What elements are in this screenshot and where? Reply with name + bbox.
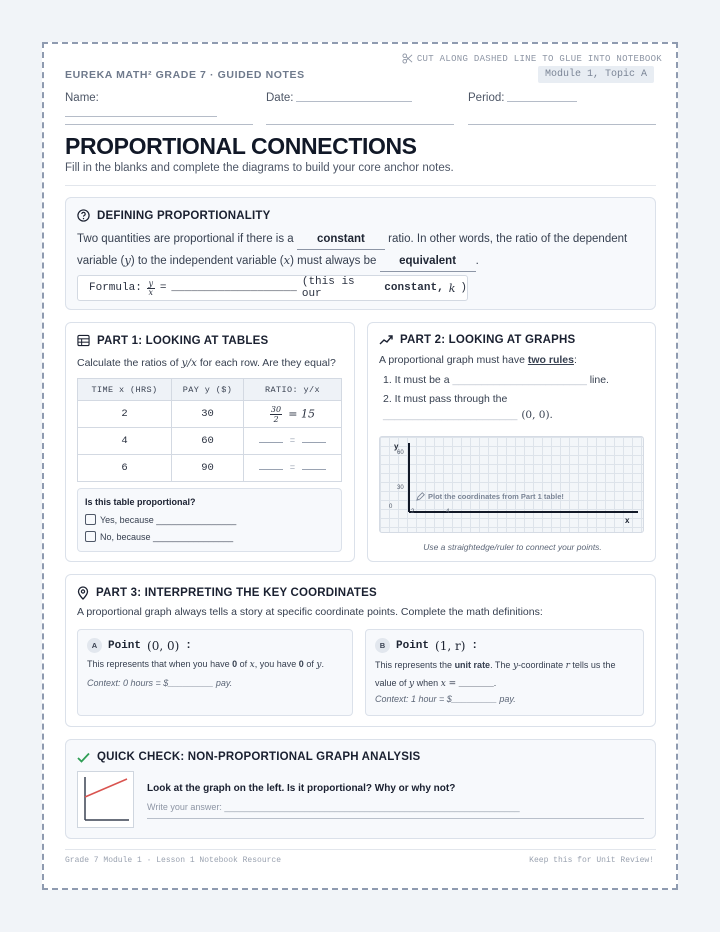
- rule-2-blank[interactable]: _______________________: [383, 409, 518, 421]
- pencil-icon: [416, 492, 425, 501]
- option-yes-label: Yes, because ________________: [100, 514, 237, 525]
- part3-card: [65, 574, 656, 727]
- table-header-row: [78, 379, 342, 401]
- point-a-card: [77, 629, 353, 716]
- answer-equivalent[interactable]: equivalent: [380, 251, 476, 272]
- badge-a: A: [87, 638, 102, 653]
- yes-checkbox[interactable]: [85, 514, 96, 525]
- option-no-label: No, because ________________: [100, 531, 234, 542]
- table-row: [78, 428, 342, 455]
- point-b-y2: y: [409, 679, 415, 689]
- rule-2-text: 2. It must pass through the: [383, 393, 508, 405]
- cut-instruction: [402, 53, 662, 64]
- point-b-card: [365, 629, 644, 716]
- mini-graph: [78, 772, 135, 829]
- part3-intro: A proportional graph always tells a story at specific coordinate points. Complete the math definitions:: [77, 606, 543, 618]
- ratio-equals: =: [289, 463, 296, 473]
- part2-intro-a: A proportional graph must have: [379, 354, 525, 366]
- point-b-coords: (1, r): [435, 638, 466, 653]
- point-b-y: y: [512, 661, 519, 671]
- ratio-denominator: 2: [273, 414, 279, 424]
- y-tick-30: 30: [397, 485, 404, 491]
- formula-label: Formula:: [89, 282, 142, 294]
- point-a-label: Point: [108, 639, 142, 652]
- point-a-y: y: [316, 660, 322, 670]
- rule-1-end: line.: [589, 374, 609, 386]
- graph-hint-text: Plot the coordinates from Part 1 table!: [428, 492, 564, 501]
- part2-heading-text: PART 2: LOOKING AT GRAPHS: [400, 334, 576, 346]
- period-label: Period:: [468, 92, 505, 104]
- formula-k: k: [448, 281, 456, 295]
- point-a-context[interactable]: Context: 0 hours = $_________ pay.: [87, 678, 233, 688]
- point-b-blank[interactable]: _______: [458, 678, 494, 688]
- col-pay: PAY y ($): [172, 379, 244, 401]
- rule-2-point: (0, 0).: [521, 409, 553, 421]
- question-circle-icon: [77, 209, 90, 222]
- formula-note: (this is our: [301, 276, 355, 300]
- badge-b: B: [375, 638, 390, 653]
- part2-intro-bold: two rules: [527, 354, 574, 366]
- defining-text-1: Two quantities are proportional if there is a: [77, 233, 294, 245]
- formula-note-end: ): [460, 282, 467, 294]
- checkmark-icon: [77, 752, 90, 763]
- coordinate-graph[interactable]: [379, 436, 644, 533]
- quick-check-heading: [77, 751, 420, 763]
- point-a-x: x: [249, 660, 255, 670]
- cell-time: 6: [78, 455, 172, 482]
- point-a-title: [87, 638, 192, 653]
- point-b-desc-a: This represents the: [375, 660, 453, 670]
- formula-denominator: x: [148, 287, 154, 297]
- point-a-zero-1: 0: [232, 659, 238, 669]
- ratio-blank[interactable]: [302, 442, 326, 443]
- header-rule-1: [65, 124, 253, 125]
- ratio-blank[interactable]: [302, 469, 326, 470]
- table-row: [78, 455, 342, 482]
- point-a-description: [87, 659, 324, 670]
- part2-intro-b: :: [573, 354, 577, 366]
- x-axis-label: x: [625, 516, 630, 525]
- part1-card: [65, 322, 355, 562]
- point-b-unit-rate: unit rate: [454, 660, 491, 670]
- header-rule-2: [266, 124, 454, 125]
- graph-caption: Use a straightedge/ruler to connect your points.: [423, 542, 602, 552]
- quick-check-question: Look at the graph on the left. Is it proportional? Why or why not?: [147, 783, 456, 794]
- option-no[interactable]: [85, 531, 233, 542]
- page-title: PROPORTIONAL CONNECTIONS: [65, 133, 417, 159]
- footer-left: Grade 7 Module 1 · Lesson 1 Notebook Resource: [65, 856, 282, 865]
- scissors-icon: [402, 53, 413, 64]
- var-x: x: [283, 253, 291, 267]
- rule-1-text: 1. It must be a: [383, 374, 450, 386]
- point-a-zero-2: 0: [298, 659, 304, 669]
- non-proportional-graph: [77, 771, 134, 828]
- period-field[interactable]: [507, 101, 577, 102]
- cell-pay: 30: [172, 401, 244, 428]
- y-tick-0: 0: [389, 504, 393, 510]
- part1-heading-text: PART 1: LOOKING AT TABLES: [97, 334, 269, 347]
- point-b-desc-f: when: [416, 678, 439, 688]
- col-time: TIME x (HRS): [78, 379, 172, 401]
- part1-instruction-math: y/x: [181, 357, 197, 369]
- point-b-title: [375, 638, 478, 653]
- x-tick-2: 2: [411, 509, 415, 515]
- name-label: Name:: [65, 92, 99, 104]
- table-icon: [77, 334, 90, 347]
- defining-text-3b: ) to the independent variable (: [130, 255, 284, 267]
- point-b-context[interactable]: Context: 1 hour = $_________ pay.: [375, 694, 516, 704]
- cell-time: 4: [78, 428, 172, 455]
- module-badge: Module 1, Topic A: [538, 66, 654, 83]
- defining-heading-text: DEFINING PROPORTIONALITY: [97, 209, 271, 222]
- cell-ratio[interactable]: [244, 428, 342, 455]
- ratio-blank[interactable]: [259, 442, 283, 443]
- formula-box: [77, 275, 468, 301]
- part3-heading-text: PART 3: INTERPRETING THE KEY COORDINATES: [96, 587, 377, 599]
- ratio-blank[interactable]: [259, 469, 283, 470]
- header-rule-3: [468, 124, 656, 125]
- ratio-numerator: 30: [270, 404, 282, 414]
- ratio-equals: =: [289, 436, 296, 446]
- ratio-result: = 15: [288, 406, 316, 420]
- mini-red-line: [85, 779, 127, 797]
- point-a-coords: (0, 0): [147, 638, 180, 653]
- formula-numerator: y: [148, 278, 154, 288]
- ratio-table: [77, 378, 342, 482]
- point-b-desc-c: -coordinate: [518, 660, 564, 670]
- point-b-desc-g: .: [493, 678, 497, 688]
- cell-ratio[interactable]: [244, 455, 342, 482]
- proportional-question-box: [77, 488, 342, 552]
- page-subtitle: Fill in the blanks and complete the diagrams to build your core anchor notes.: [65, 162, 454, 174]
- answer-constant[interactable]: constant: [297, 229, 385, 250]
- answer-line[interactable]: [147, 818, 644, 819]
- quick-check-card: [65, 739, 656, 839]
- graph-axes: [380, 437, 645, 534]
- point-a-desc-c: , you have: [254, 659, 297, 669]
- point-b-desc-d: tells us the: [572, 660, 616, 670]
- y-tick-60: 60: [397, 450, 404, 456]
- point-b-desc-e: value of: [375, 678, 407, 688]
- point-b-x: x =: [440, 679, 457, 689]
- defining-card: [65, 197, 656, 310]
- title-divider: [65, 185, 656, 186]
- ratio-fraction: [270, 405, 282, 424]
- trending-up-icon: [379, 334, 393, 346]
- formula-note-bold: constant,: [384, 282, 444, 294]
- part2-heading: [379, 334, 575, 346]
- defining-text-3a: variable (: [77, 255, 125, 267]
- x-tick-4: 4: [446, 509, 450, 515]
- point-a-desc-a: This represents that when you have: [87, 659, 230, 669]
- point-a-colon: :: [185, 639, 192, 652]
- quick-check-answer[interactable]: Write your answer: ___________________________________________________________: [147, 802, 520, 812]
- part1-instruction: [77, 357, 336, 369]
- cell-time: 2: [78, 401, 172, 428]
- defining-text-3c: ) must always be: [290, 255, 377, 267]
- table-row: [78, 401, 342, 428]
- cell-ratio: [244, 401, 342, 428]
- defining-paragraph: [77, 229, 647, 272]
- footer-right: Keep this for Unit Review!: [529, 856, 654, 865]
- point-a-desc-b: of: [239, 659, 248, 669]
- defining-heading: [77, 209, 270, 222]
- location-pin-icon: [77, 586, 89, 600]
- part2-card: [367, 322, 656, 562]
- name-field[interactable]: [65, 116, 217, 117]
- y-axis-label: y: [394, 442, 399, 451]
- cell-pay: 90: [172, 455, 244, 482]
- notes-sheet: [42, 42, 678, 890]
- no-checkbox[interactable]: [85, 531, 96, 542]
- brand-label: EUREKA MATH² GRADE 7 · GUIDED NOTES: [65, 69, 305, 81]
- rule-2-line: [383, 409, 553, 421]
- cut-text: CUT ALONG DASHED LINE TO GLUE INTO NOTEBOOK: [416, 53, 662, 64]
- quick-check-heading-text: QUICK CHECK: NON-PROPORTIONAL GRAPH ANALYSIS: [97, 751, 421, 763]
- rule-1: [383, 374, 609, 386]
- date-label: Date:: [266, 92, 294, 104]
- point-b-description: [375, 657, 637, 693]
- defining-text-2: ratio. In other words, the ratio of the dependent: [388, 233, 628, 245]
- proportional-question: Is this table proportional?: [85, 497, 196, 507]
- cell-pay: 60: [172, 428, 244, 455]
- formula-fraction: [147, 280, 155, 297]
- footer-divider: [65, 849, 656, 850]
- option-yes[interactable]: [85, 514, 236, 525]
- point-b-r: r: [565, 661, 570, 671]
- formula-blank[interactable]: ___________________: [171, 282, 297, 294]
- var-y: y: [124, 253, 131, 267]
- col-ratio: RATIO: y/x: [244, 379, 342, 401]
- part1-instruction-a: Calculate the ratios of: [77, 357, 179, 369]
- point-b-colon: :: [471, 639, 478, 652]
- date-field[interactable]: [296, 101, 412, 102]
- point-a-desc-e: .: [321, 659, 324, 669]
- point-a-desc-d: of: [306, 659, 314, 669]
- formula-equals: =: [159, 282, 167, 294]
- part1-heading: [77, 334, 268, 347]
- defining-text-3d: .: [475, 255, 479, 267]
- part3-heading: [77, 586, 377, 600]
- rule-1-blank[interactable]: _______________________: [452, 374, 587, 386]
- point-b-label: Point: [396, 639, 430, 652]
- graph-hint: [416, 492, 564, 501]
- point-b-desc-b: . The: [490, 660, 511, 670]
- part1-instruction-b: for each row. Are they equal?: [199, 357, 336, 369]
- part2-intro: [379, 354, 577, 366]
